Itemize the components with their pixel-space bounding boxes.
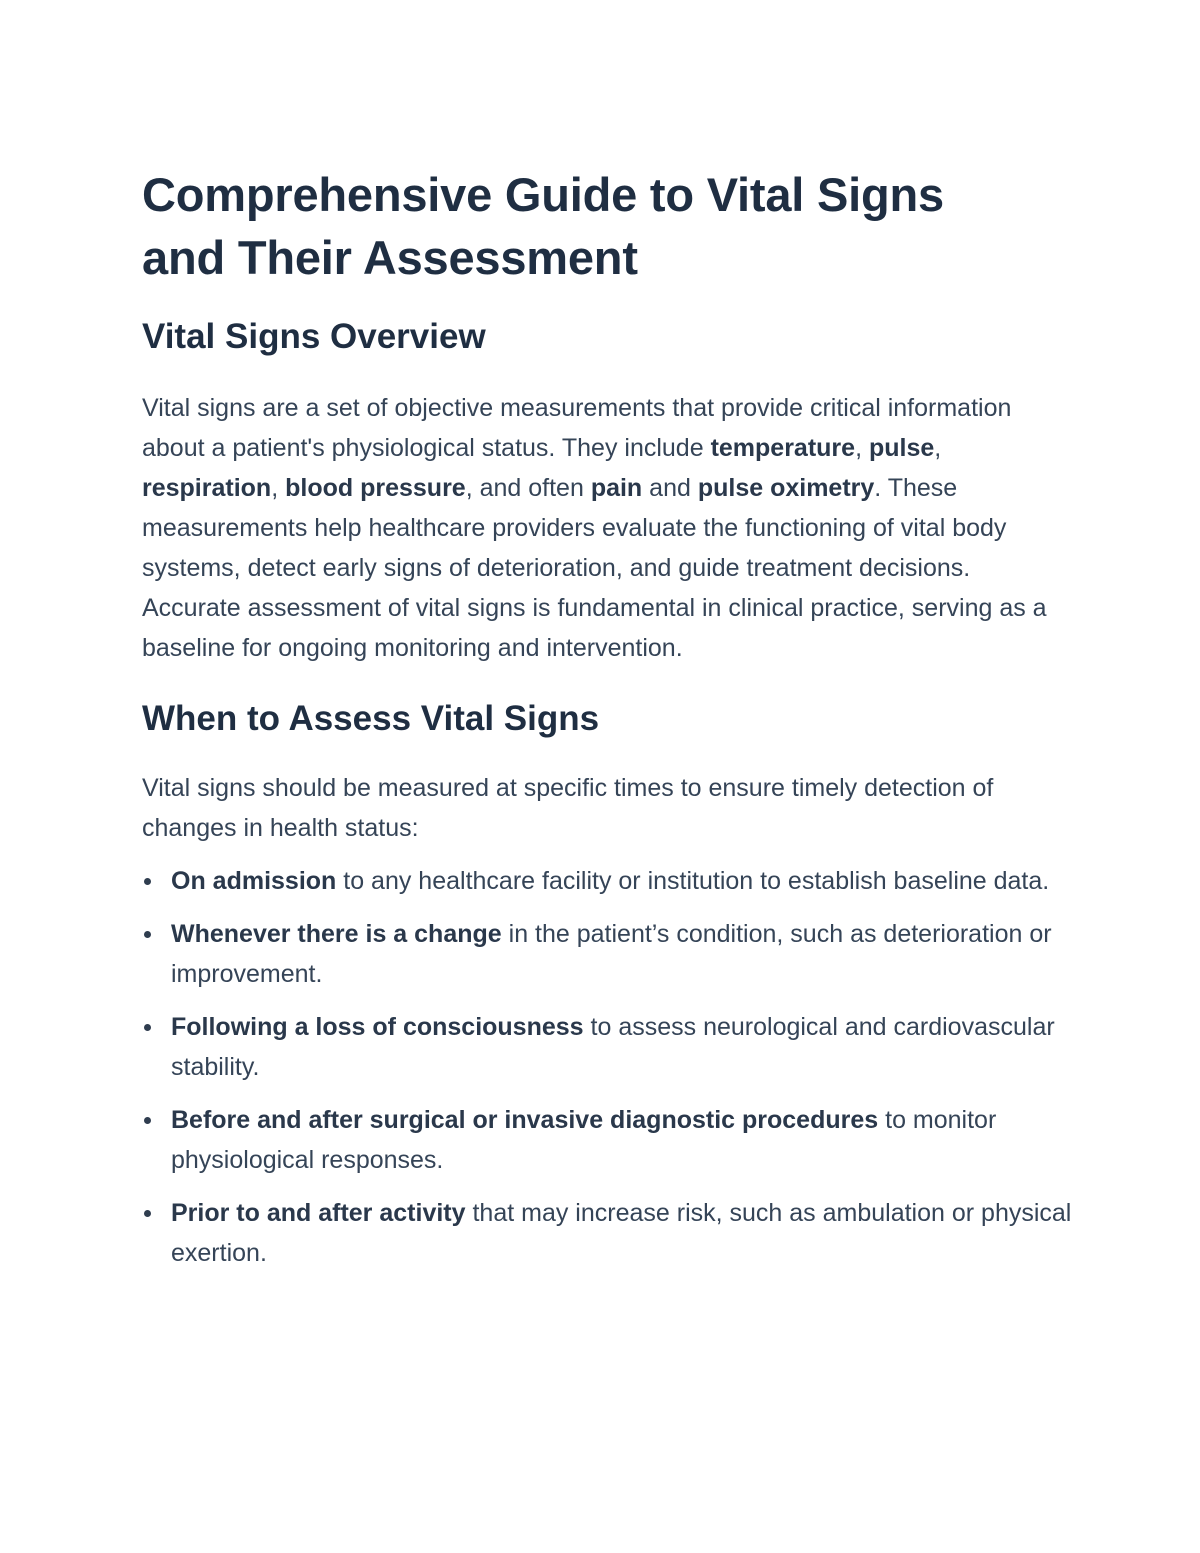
term-pulse-oximetry: pulse oximetry: [697, 474, 875, 502]
list-item: [142, 1100, 1072, 1180]
term-respiration: respiration: [142, 474, 272, 502]
list-item: [142, 914, 1072, 994]
list-item: [142, 1193, 1072, 1273]
assessment-times-list: [142, 861, 1072, 1273]
list-item: [142, 861, 1072, 901]
list-item-text: in the patient’s condition, such as deterioration or improvement.: [171, 920, 1052, 988]
overview-text-start: Vital signs are a set of objective measurements that provide critical information about a patient's physiological status. They include: [142, 394, 1012, 462]
separator: ,: [271, 474, 286, 502]
page-title-line-2: and Their Assessment: [142, 231, 638, 284]
overview-paragraph: [142, 388, 1072, 668]
separator: ,: [855, 434, 869, 462]
bullet-icon: [144, 1024, 151, 1031]
term-pulse: pulse: [868, 434, 935, 462]
separator: , and often: [465, 474, 591, 502]
list-item-bold: Whenever there is a change: [171, 920, 502, 948]
bullet-icon: [144, 1210, 151, 1217]
page-title: [142, 163, 1072, 289]
bullet-icon: [144, 1117, 151, 1124]
separator: and: [642, 474, 698, 502]
list-item-text: to any healthcare facility or institution to establish baseline data.: [336, 867, 1050, 895]
term-blood-pressure: blood pressure: [285, 474, 466, 502]
list-item-text: that may increase risk, such as ambulation or physical exertion.: [171, 1199, 1072, 1267]
document-page: [142, 163, 1072, 1286]
list-item-bold: Prior to and after activity: [171, 1199, 466, 1227]
section-heading-overview: Vital Signs Overview: [142, 317, 486, 356]
when-to-assess-intro: Vital signs should be measured at specific times to ensure timely detection of changes in health status:: [142, 774, 994, 842]
list-item-bold: Following a loss of consciousness: [171, 1013, 584, 1041]
list-item-bold: On admission: [171, 867, 337, 895]
bullet-icon: [144, 931, 151, 938]
section-heading-when-to-assess: When to Assess Vital Signs: [142, 699, 600, 738]
list-item-text: to monitor physiological responses.: [171, 1106, 997, 1174]
separator: ,: [934, 434, 942, 462]
list-item: [142, 1007, 1072, 1087]
list-item-bold: Before and after surgical or invasive diagnostic procedures: [171, 1106, 879, 1134]
term-pain: pain: [590, 474, 643, 502]
page-title-line-1: Comprehensive Guide to Vital Signs: [142, 168, 944, 221]
term-temperature: temperature: [710, 434, 856, 462]
overview-text-end: . These measurements help healthcare providers evaluate the functioning of vital body systems, detect early signs of deterioration, and guide treatment decisions. Accurate assessment of vital signs is fundamental in clinical practice, serving as a baseline for ongoing monitoring and intervention.: [142, 474, 1047, 662]
bullet-icon: [144, 878, 151, 885]
list-item-text: to assess neurological and cardiovascular stability.: [171, 1013, 1055, 1081]
